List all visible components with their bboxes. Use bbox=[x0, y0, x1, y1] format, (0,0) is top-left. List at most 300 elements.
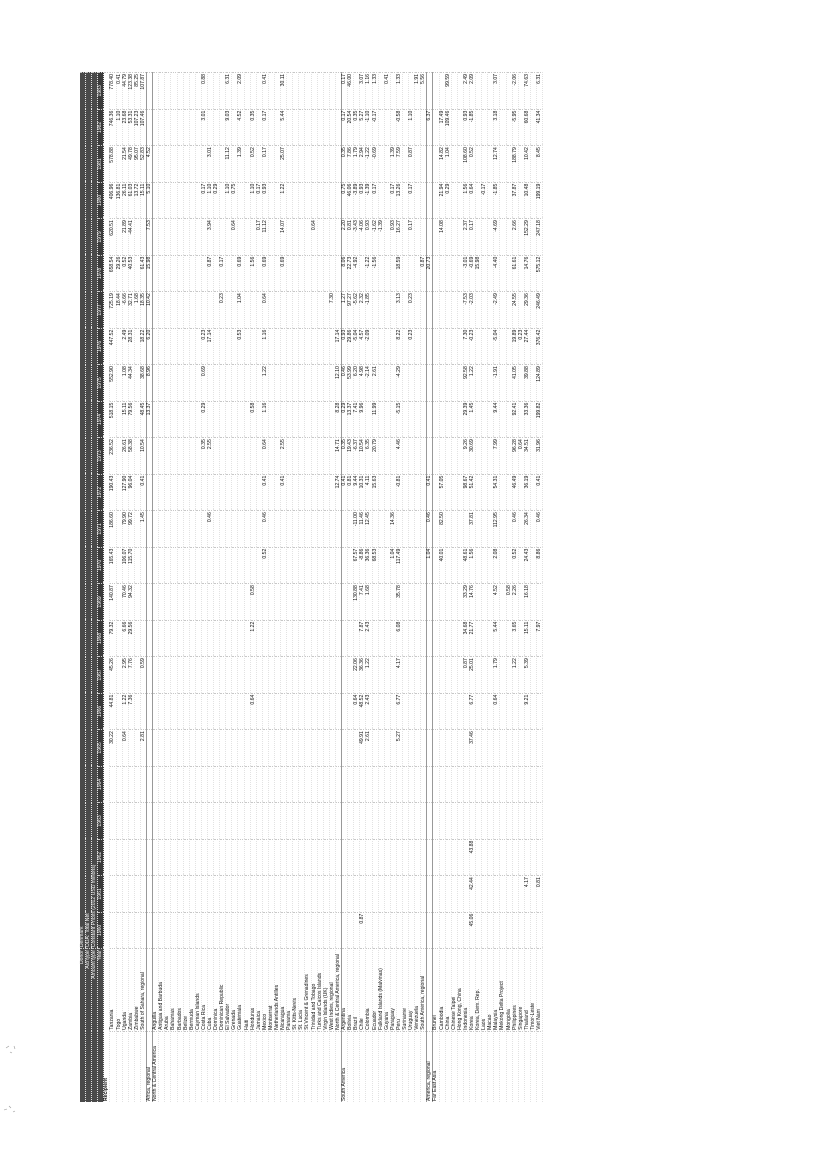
recipient-name: St.Vincent & Grenadines bbox=[305, 949, 311, 1032]
value-cell: 0.29 bbox=[201, 401, 207, 438]
value-cell: 2.37 bbox=[463, 219, 469, 256]
value-cell: -44.41 bbox=[128, 219, 134, 256]
value-cell: 7.76 bbox=[128, 657, 134, 694]
value-cell: 13.37 bbox=[348, 401, 354, 438]
recipient-name: Trinidad and Tobago bbox=[311, 949, 317, 1032]
value-cell: 2.61 bbox=[366, 730, 372, 767]
value-cell: -6.37 bbox=[354, 438, 360, 475]
recipient-name: South America, regional bbox=[421, 949, 427, 1032]
value-cell: 620.51 bbox=[110, 219, 116, 256]
value-cell: -0.23 bbox=[470, 328, 476, 365]
value-cell: 5.44 bbox=[494, 620, 500, 657]
value-cell: 12.74 bbox=[335, 474, 341, 511]
value-cell: 0.81 bbox=[537, 876, 543, 913]
recipient-name: Honduras bbox=[250, 949, 256, 1032]
value-cell: 0.75 bbox=[342, 182, 348, 219]
value-cell: 236.52 bbox=[110, 438, 116, 475]
value-cell: 2.49 bbox=[463, 73, 469, 110]
value-cell: 4.46 bbox=[396, 438, 402, 475]
value-cell: 746.36 bbox=[110, 109, 116, 146]
value-cell: 14.82 bbox=[439, 146, 445, 183]
value-cell: 0.35 bbox=[201, 438, 207, 475]
value-cell: 0.52 bbox=[262, 547, 268, 584]
recipient-name: West Indies, regional bbox=[329, 949, 335, 1032]
value-cell: 0.23 bbox=[409, 292, 415, 329]
year-column-header: 1982 bbox=[98, 109, 104, 146]
value-cell: 9.44 bbox=[354, 474, 360, 511]
value-cell: 1.33 bbox=[372, 73, 378, 110]
value-cell: 199.19 bbox=[537, 182, 543, 219]
value-cell: 107.23 bbox=[134, 109, 140, 146]
value-cell: -1.85 bbox=[470, 109, 476, 146]
value-cell: 0.87 bbox=[463, 657, 469, 694]
recipient-name: Barbados bbox=[177, 949, 183, 1032]
value-cell: 9.21 bbox=[524, 693, 530, 730]
value-cell: -1.91 bbox=[494, 365, 500, 402]
region-group-cell: North & Central America bbox=[153, 1031, 159, 1102]
value-cell: 0.46 bbox=[512, 511, 518, 548]
value-cell: 29.36 bbox=[524, 292, 530, 329]
value-cell: -4.40 bbox=[494, 255, 500, 292]
table-body bbox=[110, 73, 543, 1103]
recipient-name: Chile bbox=[360, 949, 366, 1032]
value-cell: 5.44 bbox=[281, 109, 287, 146]
value-cell: 5.56 bbox=[421, 73, 427, 110]
value-cell: 1.39 bbox=[238, 146, 244, 183]
value-cell: -0.58 bbox=[396, 109, 402, 146]
value-cell: 20.54 bbox=[348, 109, 354, 146]
year-column-header: 1960 bbox=[98, 912, 104, 949]
value-cell: 18.35 bbox=[140, 292, 146, 329]
recipient-name: Suriname bbox=[402, 949, 408, 1032]
value-cell: 2.55 bbox=[281, 438, 287, 475]
year-column-header: 1981 bbox=[98, 146, 104, 183]
value-cell: 40.53 bbox=[128, 255, 134, 292]
value-cell bbox=[537, 912, 543, 949]
value-cell: 1.22 bbox=[512, 657, 518, 694]
year-column-header: 1976 bbox=[98, 328, 104, 365]
value-cell: 14.07 bbox=[281, 219, 287, 256]
value-cell: 23.68 bbox=[122, 109, 128, 146]
value-cell: 578.88 bbox=[110, 146, 116, 183]
value-cell: 2.81 bbox=[140, 730, 146, 767]
value-cell: 36.36 bbox=[360, 657, 366, 694]
value-cell: 107.87 bbox=[140, 73, 146, 110]
value-cell: 575.12 bbox=[537, 255, 543, 292]
recipient-name: Virgin Islands (UK) bbox=[323, 949, 329, 1032]
value-cell: 6.20 bbox=[354, 365, 360, 402]
year-column-header: 1980 bbox=[98, 182, 104, 219]
value-cell: 2.66 bbox=[512, 219, 518, 256]
value-cell: -6.66 bbox=[122, 292, 128, 329]
value-cell: 5.27 bbox=[396, 730, 402, 767]
value-cell: -4.69 bbox=[494, 219, 500, 256]
value-cell: 115.70 bbox=[128, 547, 134, 584]
value-cell: 11.12 bbox=[262, 219, 268, 256]
recipient-name: Mexico bbox=[262, 949, 268, 1032]
value-cell: 6.66 bbox=[122, 620, 128, 657]
value-cell: 61.61 bbox=[512, 255, 518, 292]
value-cell: 1.68 bbox=[366, 584, 372, 621]
value-cell: 725.19 bbox=[110, 292, 116, 329]
value-cell: 6.31 bbox=[226, 73, 232, 110]
value-cell: 1.79 bbox=[494, 657, 500, 694]
value-cell: -4.06 bbox=[360, 219, 366, 256]
recipient-name: Venezuela bbox=[415, 949, 421, 1032]
value-cell: 4.98 bbox=[360, 365, 366, 402]
value-cell: 4.17 bbox=[524, 876, 530, 913]
year-column-header: 1970 bbox=[98, 547, 104, 584]
value-cell: 20.73 bbox=[427, 255, 433, 292]
value-cell: 54.31 bbox=[494, 474, 500, 511]
value-cell: 94.32 bbox=[128, 584, 134, 621]
value-cell: -3.43 bbox=[354, 219, 360, 256]
value-cell: 6.08 bbox=[396, 620, 402, 657]
value-cell: 68.53 bbox=[372, 547, 378, 584]
value-cell bbox=[537, 766, 543, 803]
value-cell: 0.81 bbox=[348, 474, 354, 511]
value-cell: 0.64 bbox=[122, 730, 128, 767]
table-row bbox=[537, 73, 543, 1103]
value-cell: 5.27 bbox=[360, 109, 366, 146]
oda-table bbox=[80, 72, 543, 1102]
table-header bbox=[80, 73, 110, 1103]
value-cell: 8.86 bbox=[537, 547, 543, 584]
value-cell: 0.23 bbox=[201, 328, 207, 365]
value-cell: 20.79 bbox=[372, 438, 378, 475]
value-cell: 0.35 bbox=[342, 146, 348, 183]
value-cell: 2.43 bbox=[366, 693, 372, 730]
value-cell: 48.45 bbox=[140, 401, 146, 438]
value-cell: 33.29 bbox=[463, 584, 469, 621]
year-column-header: 1977 bbox=[98, 292, 104, 329]
value-cell: 247.18 bbox=[537, 219, 543, 256]
value-cell: 61.43 bbox=[140, 255, 146, 292]
recipient-name: Malaysia bbox=[494, 949, 500, 1032]
value-cell: 29.39 bbox=[463, 401, 469, 438]
recipient-name: Uruguay bbox=[409, 949, 415, 1032]
value-cell: -0.81 bbox=[396, 474, 402, 511]
value-cell: 36.19 bbox=[524, 474, 530, 511]
value-cell: -5.04 bbox=[494, 328, 500, 365]
value-cell: 0.58 bbox=[250, 401, 256, 438]
value-cell: 0.41 bbox=[116, 73, 122, 110]
value-cell: 98.67 bbox=[463, 474, 469, 511]
value-cell: 70.46 bbox=[122, 584, 128, 621]
value-cell: 96.28 bbox=[512, 438, 518, 475]
value-cell: 3.65 bbox=[512, 620, 518, 657]
value-cell: 15.11 bbox=[122, 401, 128, 438]
value-cell: 35.78 bbox=[396, 584, 402, 621]
recipient-name: Thailand bbox=[524, 949, 530, 1032]
value-cell: 24.55 bbox=[512, 292, 518, 329]
recipient-name: Zimbabwe bbox=[134, 949, 140, 1032]
recipient-name: Netherlands Antilles bbox=[275, 949, 281, 1032]
value-cell: 7.41 bbox=[360, 584, 366, 621]
value-cell: 79.32 bbox=[110, 620, 116, 657]
value-cell: 21.94 bbox=[439, 182, 445, 219]
value-cell: 0.64 bbox=[354, 693, 360, 730]
value-cell: 0.64 bbox=[494, 693, 500, 730]
value-cell: 2.09 bbox=[470, 73, 476, 110]
value-cell: 1.45 bbox=[470, 401, 476, 438]
value-cell: 17.14 bbox=[335, 328, 341, 365]
recipient-name: Korea, Dem. Rep. bbox=[476, 949, 482, 1032]
recipient-name: Bermuda bbox=[189, 949, 195, 1032]
value-cell: 21.77 bbox=[470, 620, 476, 657]
value-cell: 0.41 bbox=[537, 474, 543, 511]
value-cell: 1.04 bbox=[238, 292, 244, 329]
value-cell: 16.27 bbox=[396, 219, 402, 256]
value-cell: 1.39 bbox=[390, 146, 396, 183]
value-cell: 0.75 bbox=[232, 182, 238, 219]
value-cell: 10.54 bbox=[140, 438, 146, 475]
recipient-name: Guyana bbox=[384, 949, 390, 1032]
value-cell: 12.45 bbox=[366, 511, 372, 548]
value-cell: 0.35 bbox=[354, 109, 360, 146]
value-cell: 58.38 bbox=[128, 438, 134, 475]
value-cell: -0.69 bbox=[372, 146, 378, 183]
value-cell: 0.69 bbox=[281, 255, 287, 292]
value-cell: 136.81 bbox=[116, 182, 122, 219]
value-cell: 4.57 bbox=[360, 328, 366, 365]
value-cell: 29.26 bbox=[116, 255, 122, 292]
value-cell: 2.61 bbox=[372, 365, 378, 402]
value-cell: 0.17 bbox=[342, 73, 348, 110]
aid-type-filter-label: Aid type bbox=[86, 949, 92, 1102]
value-cell: 28.31 bbox=[128, 328, 134, 365]
recipient-name: Guatemala bbox=[238, 949, 244, 1032]
value-cell: 46.49 bbox=[512, 474, 518, 511]
year-column-header: 1967 bbox=[98, 657, 104, 694]
value-cell: 37.87 bbox=[512, 182, 518, 219]
value-cell: 21.54 bbox=[122, 146, 128, 183]
value-cell: 0.69 bbox=[262, 255, 268, 292]
value-cell: 51.42 bbox=[470, 474, 476, 511]
value-cell: 4.52 bbox=[494, 584, 500, 621]
value-cell: 3.94 bbox=[207, 219, 213, 256]
value-cell: 2.20 bbox=[342, 219, 348, 256]
value-cell: 0.58 bbox=[250, 584, 256, 621]
value-cell: 19.43 bbox=[348, 438, 354, 475]
value-cell: 109.46 bbox=[445, 109, 451, 146]
value-cell: 0.87 bbox=[207, 255, 213, 292]
value-cell: 22.06 bbox=[354, 657, 360, 694]
value-cell: 13.72 bbox=[134, 182, 140, 219]
value-cell: 0.17 bbox=[256, 219, 262, 256]
value-cell: 140.87 bbox=[110, 584, 116, 621]
recipient-name: Cuba bbox=[207, 949, 213, 1032]
value-cell: 0.46 bbox=[427, 511, 433, 548]
value-cell: 190.43 bbox=[110, 474, 116, 511]
year-column-header: 1971 bbox=[98, 511, 104, 548]
value-cell: 0.64 bbox=[518, 438, 524, 475]
value-cell: 4.17 bbox=[396, 657, 402, 694]
value-cell: 44.81 bbox=[110, 693, 116, 730]
recipient-name: Paraguay bbox=[390, 949, 396, 1032]
value-cell: 0.35 bbox=[250, 109, 256, 146]
value-cell: 14.71 bbox=[335, 438, 341, 475]
value-cell: 13.26 bbox=[396, 182, 402, 219]
value-cell: 3.07 bbox=[360, 73, 366, 110]
recipient-name: Viet Nam bbox=[537, 949, 543, 1032]
value-cell: -2.49 bbox=[494, 292, 500, 329]
recipient-name: Cayman Islands bbox=[195, 949, 201, 1032]
value-cell: 1.56 bbox=[470, 547, 476, 584]
value-cell: 112.95 bbox=[494, 511, 500, 548]
year-column-header: 1961 bbox=[98, 876, 104, 913]
value-cell: 1.22 bbox=[122, 693, 128, 730]
value-cell: 26.11 bbox=[122, 182, 128, 219]
value-cell: 106.07 bbox=[122, 547, 128, 584]
recipient-name: Turks and Caicos Islands bbox=[317, 949, 323, 1032]
value-cell: 18.44 bbox=[116, 292, 122, 329]
recipient-name: Macao bbox=[488, 949, 494, 1032]
value-cell: -5.15 bbox=[396, 401, 402, 438]
value-cell: 0.52 bbox=[250, 146, 256, 183]
recipient-name: Montserrat bbox=[268, 949, 274, 1032]
value-cell: 46.00 bbox=[348, 73, 354, 110]
value-cell: 7.86 bbox=[348, 146, 354, 183]
value-cell: 29.86 bbox=[348, 328, 354, 365]
value-cell: 6.35 bbox=[366, 438, 372, 475]
value-cell: 0.29 bbox=[342, 401, 348, 438]
value-cell: 12.10 bbox=[335, 365, 341, 402]
value-cell: 34.68 bbox=[463, 620, 469, 657]
value-cell: 7.99 bbox=[494, 438, 500, 475]
value-cell: 9.03 bbox=[226, 109, 232, 146]
value-cell: 0.64 bbox=[262, 292, 268, 329]
region-group-cell: Far East Asia bbox=[433, 1031, 439, 1102]
value-cell: 123.38 bbox=[128, 73, 134, 110]
value-cell: 40.01 bbox=[439, 547, 445, 584]
value-cell: 9.44 bbox=[494, 401, 500, 438]
value-cell: 96.04 bbox=[128, 474, 134, 511]
value-cell: 1.79 bbox=[354, 146, 360, 183]
value-cell: -0.17 bbox=[482, 182, 488, 219]
value-cell: 30.11 bbox=[281, 73, 287, 110]
value-cell: 0.17 bbox=[390, 182, 396, 219]
value-cell: 3.13 bbox=[396, 292, 402, 329]
value-cell: 8.96 bbox=[147, 365, 153, 402]
value-cell: 10.48 bbox=[524, 182, 530, 219]
value-cell: 0.41 bbox=[262, 73, 268, 110]
recipient-name: Togo bbox=[116, 949, 122, 1032]
value-cell: 79.56 bbox=[128, 401, 134, 438]
year-column-header: 1963 bbox=[98, 803, 104, 840]
value-cell: 46.06 bbox=[348, 182, 354, 219]
year-column-header: 1975 bbox=[98, 365, 104, 402]
value-cell: 6.37 bbox=[427, 109, 433, 146]
value-cell bbox=[537, 693, 543, 730]
value-cell: 79.90 bbox=[122, 511, 128, 548]
region-group-cell: Africa, regional bbox=[147, 1031, 153, 1102]
value-cell: 44.79 bbox=[122, 73, 128, 110]
donor-filter-label: Donor bbox=[80, 949, 86, 1102]
value-cell: 14.36 bbox=[390, 511, 396, 548]
value-cell: 25.01 bbox=[470, 657, 476, 694]
value-cell: 1.04 bbox=[390, 547, 396, 584]
scan-artifact-marks bbox=[0, 1040, 40, 1140]
value-cell: 17.49 bbox=[439, 109, 445, 146]
value-cell: 0.29 bbox=[214, 182, 220, 219]
year-column-header: 1979 bbox=[98, 219, 104, 256]
value-cell: 44.34 bbox=[128, 365, 134, 402]
value-cell: 0.17 bbox=[262, 146, 268, 183]
value-cell: 2.55 bbox=[207, 438, 213, 475]
value-cell: 0.64 bbox=[311, 219, 317, 256]
year-column-header: 1968 bbox=[98, 620, 104, 657]
value-cell: 1.04 bbox=[427, 547, 433, 584]
value-cell: -1.39 bbox=[366, 182, 372, 219]
recipient-name: Grenada bbox=[232, 949, 238, 1032]
value-cell: 19.89 bbox=[512, 328, 518, 365]
recipient-name: Brazil bbox=[354, 949, 360, 1032]
value-cell: 0.93 bbox=[342, 328, 348, 365]
recipient-name: South of Sahara, regional bbox=[140, 949, 146, 1032]
value-cell: 0.87 bbox=[409, 146, 415, 183]
value-cell: 108.60 bbox=[463, 146, 469, 183]
value-cell: 2.32 bbox=[360, 292, 366, 329]
value-cell: -1.62 bbox=[372, 219, 378, 256]
value-cell: 0.93 bbox=[262, 182, 268, 219]
value-cell: 37.81 bbox=[470, 511, 476, 548]
value-cell: 0.17 bbox=[342, 109, 348, 146]
value-cell: 1.22 bbox=[250, 620, 256, 657]
value-cell: -0.69 bbox=[470, 255, 476, 292]
value-cell: 0.23 bbox=[220, 292, 226, 329]
recipient-name: Dominican Republic bbox=[220, 949, 226, 1032]
value-cell: 26.34 bbox=[524, 511, 530, 548]
value-cell: 0.17 bbox=[409, 219, 415, 256]
value-cell: -7.53 bbox=[463, 292, 469, 329]
value-cell: 5.39 bbox=[524, 657, 530, 694]
recipient-name: Cambodia bbox=[439, 949, 445, 1032]
value-cell: -2.03 bbox=[470, 292, 476, 329]
value-cell: 7.30 bbox=[329, 292, 335, 329]
value-cell: 0.41 bbox=[262, 474, 268, 511]
value-cell: -1.22 bbox=[366, 146, 372, 183]
year-column-header: 1965 bbox=[98, 730, 104, 767]
value-cell: 41.05 bbox=[512, 365, 518, 402]
value-cell: 0.69 bbox=[238, 255, 244, 292]
value-cell: 95.07 bbox=[134, 146, 140, 183]
value-cell: 0.64 bbox=[262, 438, 268, 475]
value-cell: 29.56 bbox=[128, 620, 134, 657]
value-cell: 99.72 bbox=[128, 511, 134, 548]
recipient-name: Chinese Taipei bbox=[451, 949, 457, 1032]
value-cell: 0.88 bbox=[201, 73, 207, 110]
value-cell: 1.04 bbox=[445, 146, 451, 183]
value-cell: 0.64 bbox=[250, 693, 256, 730]
value-cell: 15.98 bbox=[147, 255, 153, 292]
value-cell: 1.68 bbox=[134, 292, 140, 329]
value-cell: 0.23 bbox=[518, 328, 524, 365]
value-cell: 0.59 bbox=[140, 657, 146, 694]
value-cell: 45.06 bbox=[470, 912, 476, 949]
value-cell: 18.59 bbox=[396, 255, 402, 292]
value-cell: 188.79 bbox=[512, 146, 518, 183]
value-cell: 49.91 bbox=[360, 730, 366, 767]
value-cell: 1.27 bbox=[342, 292, 348, 329]
value-cell: 10.31 bbox=[360, 474, 366, 511]
value-cell: 15.11 bbox=[140, 182, 146, 219]
recipient-name: China bbox=[445, 949, 451, 1032]
value-cell: 406.96 bbox=[110, 182, 116, 219]
recipient-name: Ecuador bbox=[372, 949, 378, 1032]
value-cell: -4.29 bbox=[396, 365, 402, 402]
recipient-name: Korea bbox=[470, 949, 476, 1032]
